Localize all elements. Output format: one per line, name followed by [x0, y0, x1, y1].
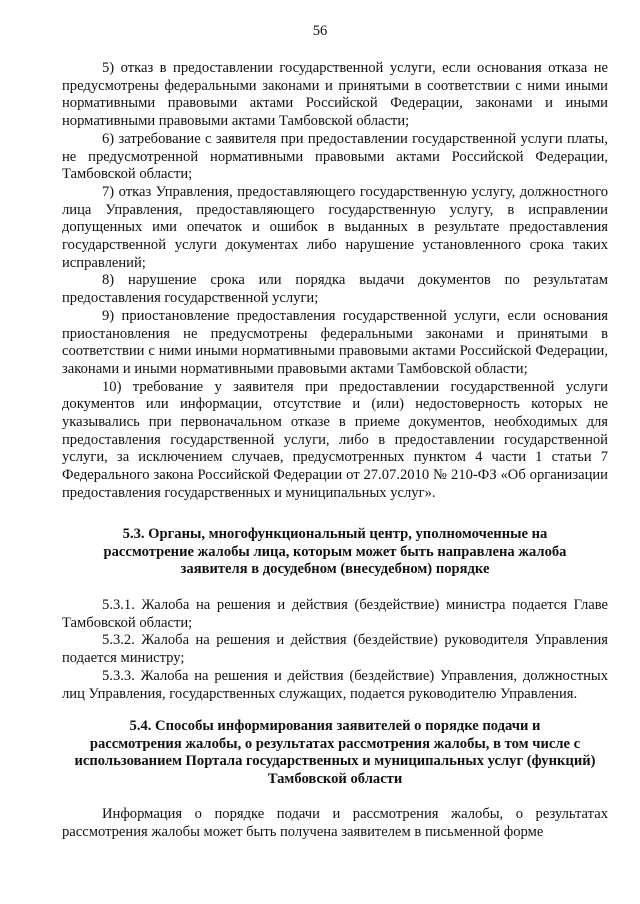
list-item-9: 9) приостановление предоставления государственной услуги, если основания приостановления не предусмотрены федеральными законами и принятыми в соответствии с ними иными нормативными правовыми актами Российской Федерации, законами и иными нормативными правовыми актами Тамбовской области; [62, 307, 608, 377]
heading-line: 5.3. Органы, многофункциональный центр, уполномоченные на [122, 526, 548, 542]
heading-line: рассмотрение жалобы лица, которым может быть направлена жалоба [103, 543, 567, 560]
list-item-7: 7) отказ Управления, предоставляющего государственную услугу, должностного лица Управления, предоставляющего государственную услугу, в исправлении допущенных ими опечаток и ошибок в выданных в результате предоставления государственной услуги документах либо нарушение установленного срока таких исправлений; [62, 183, 608, 271]
heading-line: рассмотрения жалобы, о результатах рассмотрения жалобы, в том числе с [89, 735, 581, 752]
heading-line: заявителя в досудебном (внесудебном) порядке [180, 561, 490, 578]
paragraph-5-3-2: 5.3.2. Жалоба на решения и действия (бездействие) руководителя Управления подается министру; [62, 632, 608, 667]
heading-line: 5.4. Способы информирования заявителей о порядке подачи и [129, 718, 541, 734]
paragraph-5-4-1: Информация о порядке подачи и рассмотрения жалобы, о результатах рассмотрения жалобы может быть получена заявителем в письменной форме [62, 806, 608, 840]
heading-line: использованием Портала государственных и муниципальных услуг (функций) [74, 753, 596, 770]
section-heading-5-4 [62, 718, 608, 789]
section-5-3-body [62, 597, 608, 703]
list-section [62, 60, 608, 503]
list-item-8: 8) нарушение срока или порядка выдачи документов по результатам предоставления государственной услуги; [62, 272, 608, 307]
section-heading-5-3 [62, 526, 608, 579]
list-item-5: 5) отказ в предоставлении государственной услуги, если основания отказа не предусмотрены федеральными законами и принятыми в соответствии с ними иными нормативными правовыми актами Российской Федерации, законами и иными нормативными правовыми актами Тамбовской области; [62, 60, 608, 130]
list-item-10: 10) требование у заявителя при предоставлении государственной услуги документов или информации, отсутствие и (или) недостоверность которых не указывались при первоначальном отказе в приеме документов, необходимых для предоставления государственной услуги, либо в предоставлении государственной услуги, за исключением случаев, предусмотренных пунктом 4 части 1 статьи 7 Федерального закона Российской Федерации от 27.07.2010 № 210-ФЗ «Об организации предоставления государственных и муниципальных услуг». [62, 378, 608, 501]
page-number: 56 [312, 23, 328, 39]
paragraph-5-3-1: 5.3.1. Жалоба на решения и действия (бездействие) министра подается Главе Тамбовской области; [62, 597, 608, 631]
section-5-4-body [62, 806, 608, 841]
heading-line: Тамбовской области [267, 771, 403, 788]
list-item-6: 6) затребование с заявителя при предоставлении государственной услуги платы, не предусмотренной нормативными правовыми актами Российской Федерации, Тамбовской области; [62, 130, 608, 183]
paragraph-5-3-3: 5.3.3. Жалоба на решения и действия (бездействие) Управления, должностных лиц Управления, государственных служащих, подается руководителю Управления. [62, 667, 608, 702]
